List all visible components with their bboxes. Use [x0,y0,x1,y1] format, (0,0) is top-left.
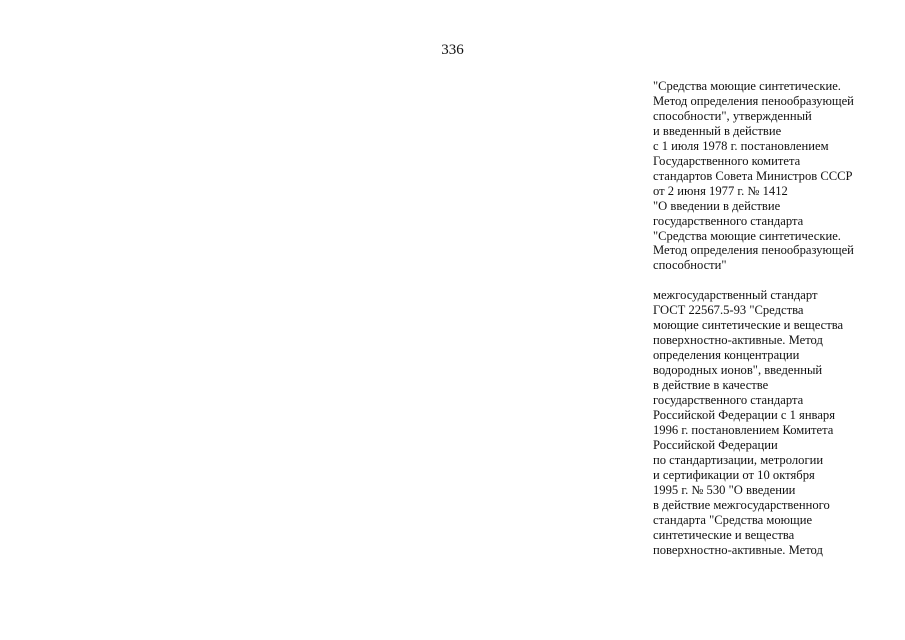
text-line: "О введении в действие [653,198,781,213]
text-line: Метод определения пенообразующей [653,93,854,108]
text-line: "Средства моющие синтетические. [653,79,841,93]
text-line: "Средства моющие синтетические. [653,228,841,243]
text-line: Российской Федерации с 1 января [653,408,836,423]
text-line: ГОСТ 22567.5-93 "Средства [653,303,804,318]
text-line: от 2 июня 1977 г. № 1412 [653,183,788,198]
text-line: Государственного комитета [653,153,801,168]
text-line: Метод определения пенообразующей [653,243,854,258]
text-line: способности" [653,258,727,273]
text-column [653,79,893,558]
text-line: водородных ионов", введенный [653,363,823,378]
text-line: 1995 г. № 530 "О введении [653,482,796,497]
text-line: стандартов Совета Министров СССР [653,168,853,183]
text-line: способности", утвержденный [653,108,812,123]
text-line: государственного стандарта [653,213,804,228]
text-line: определения концентрации [653,348,800,363]
text-line: поверхностно-активные. Метод [653,333,823,348]
page-number: 336 [441,42,464,58]
text-line: 1996 г. постановлением Комитета [653,422,834,437]
text-line: стандарта "Средства моющие [653,512,813,527]
text-line: в действие межгосударственного [653,497,830,512]
text-line: Российской Федерации [653,437,778,452]
text-line: в действие в качестве [653,378,769,393]
text-line: и введенный в действие [653,123,782,138]
text-line: синтетические и вещества [653,527,795,542]
text-line: и сертификации от 10 октября [653,467,815,482]
paragraph-block [653,288,893,557]
paragraph-block [653,79,893,273]
text-line: государственного стандарта [653,393,804,408]
text-line: по стандартизации, метрологии [653,452,824,467]
text-line: межгосударственный стандарт [653,288,818,303]
paragraph-gap [653,273,893,288]
text-line: поверхностно-активные. Метод [653,542,823,557]
text-line: моющие синтетические и вещества [653,318,844,333]
text-line: с 1 июля 1978 г. постановлением [653,138,829,153]
